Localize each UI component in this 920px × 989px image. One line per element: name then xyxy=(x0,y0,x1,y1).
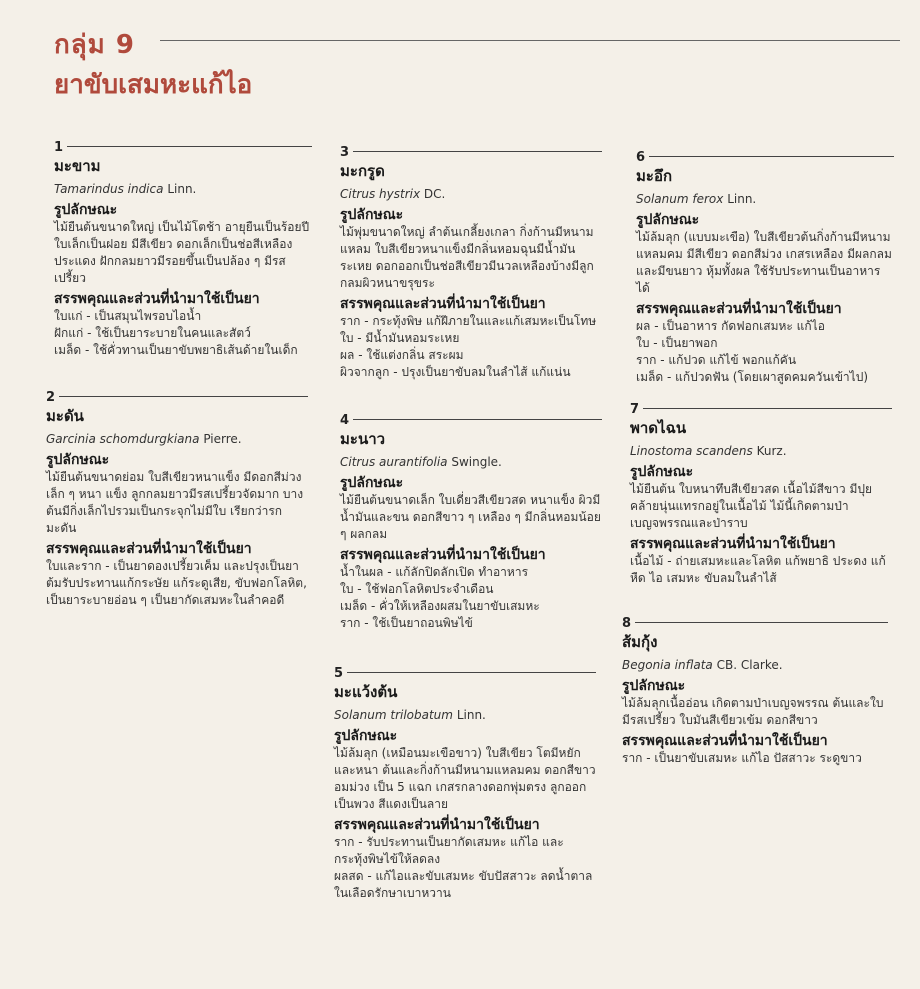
entry-number-row xyxy=(622,614,888,630)
group-label: กลุ่ม 9 xyxy=(54,30,135,60)
scientific-genus: Citrus aurantifolia xyxy=(340,455,448,469)
scientific-genus: Begonia inflata xyxy=(622,658,713,672)
use-line: ผล - เป็นอาหาร กัดฟอกเสมหะ แก้ไอ xyxy=(636,319,825,333)
herb-entry-2 xyxy=(46,388,308,609)
herb-entry-7 xyxy=(630,400,892,587)
scientific-name xyxy=(622,657,888,674)
use-line: ราก - แก้ปวด แก้ไข้ พอกแก้คัน xyxy=(636,353,797,367)
page-title: ยาขับเสมหะแก้ไอ xyxy=(54,70,253,100)
herb-name: มะนาว xyxy=(340,430,386,448)
description-text: ไม้ยืนต้นขนาดย่อม ใบสีเขียวหนาแข็ง มีดอกสีม่วงเล็ก ๆ หนา แข็ง ลูกกลมยาวมีรสเปรี้ยวจัดมาก บางต้นมีกิ่งเล็กไปรวมเป็นกระจุกไม่มีใบ เรียกว่ารกมะดัน xyxy=(46,470,304,535)
description-text: ไม้ยืนต้น ใบหนาทึบสีเขียวสด เนื้อไม้สีขาว มีปุยคล้ายนุ่นแทรกอยู่ในเนื้อไม้ ไม้นี้เกิดตามป่าเบญจพรรณและป่าราบ xyxy=(630,482,873,530)
scientific-author: DC. xyxy=(423,187,446,201)
description-text: ไม้พุ่มขนาดใหญ่ ลำต้นเกลี้ยงเกลา กิ่งก้านมีหนามแหลม ใบสีเขียวหนาแข็งมีกลิ่นหอมฉุนมีน้ำมันระเหย ดอกออกเป็นช่อสีเขียวมีนวลเหลืองบ้างมีลูกกลมผิวหนาขรุขระ xyxy=(340,225,594,290)
scientific-name xyxy=(46,431,308,448)
description-text: ไม้ยืนต้นขนาดใหญ่ เป็นไม้โตช้า อายุยืนเป็นร้อยปี ใบเล็กเป็นฝอย มีสีเขียว ดอกเล็กเป็นช่อสีเหลือง ประแดง ฝักกลมยาวมีรอยขึ้นเป็นปล้อง ๆ มีรสเปรี้ยว xyxy=(54,220,310,285)
scientific-name xyxy=(340,186,602,203)
entry-rule xyxy=(636,156,894,157)
entry-number: 5 xyxy=(334,666,347,681)
entry-rule xyxy=(340,151,602,152)
scientific-genus: Tamarindus indica xyxy=(54,182,164,196)
entry-number: 1 xyxy=(54,140,67,155)
use-line: ใบแก่ - เป็นสมุนไพรอบไอน้ำ xyxy=(54,309,202,323)
use-line: ผลสด - แก้ไอและขับเสมหะ ขับปัสสาวะ ลดน้ำตาลในเลือดรักษาเบาหวาน xyxy=(334,869,593,900)
entry-number: 6 xyxy=(636,150,649,165)
use-line: ผิวจากลูก - ปรุงเป็นยาขับลมในลำไส้ แก้แน่น xyxy=(340,365,571,379)
use-line: เมล็ด - แก้ปวดฟัน (โดยเผาสูดคมควันเข้าไป) xyxy=(636,370,869,384)
scientific-author: Kurz. xyxy=(756,444,787,458)
scientific-author: Swingle. xyxy=(451,455,502,469)
properties-heading: สรรพคุณและส่วนที่นำมาใช้เป็นยา xyxy=(54,291,260,307)
use-line: เนื้อไม้ - ถ่ายเสมหะและโลหิต แก้พยาธิ ประดง แก้หืด ไอ เสมหะ ขับลมในลำไส้ xyxy=(630,554,886,585)
scientific-name xyxy=(334,707,596,724)
scientific-author: Linn. xyxy=(727,192,757,206)
entry-number-row xyxy=(630,400,892,416)
description-text: ไม้ยืนต้นขนาดเล็ก ใบเดี่ยวสีเขียวสด หนาแข็ง ผิวมีน้ำมันและขน ดอกสีขาว ๆ เหลือง ๆ มีกลิ่นหอมน้อย ๆ ผลกลม xyxy=(340,493,601,541)
description-heading: รูปลักษณะ xyxy=(340,475,404,491)
description-heading: รูปลักษณะ xyxy=(630,464,694,480)
entry-number-row xyxy=(46,388,308,404)
herb-entry-8 xyxy=(622,614,888,767)
properties-heading: สรรพคุณและส่วนที่นำมาใช้เป็นยา xyxy=(46,541,252,557)
scientific-genus: Solanum trilobatum xyxy=(334,708,453,722)
herb-name: ส้มกุ้ง xyxy=(622,633,658,651)
entry-number: 2 xyxy=(46,390,59,405)
description-text: ไม้ล้มลุกเนื้ออ่อน เกิดตามป่าเบญจพรรณ ต้นและใบมีรสเปรี้ยว ใบมันสีเขียวเข้ม ดอกสีขาว xyxy=(622,696,884,727)
entry-number: 8 xyxy=(622,616,635,631)
use-line: ฝักแก่ - ใช้เป็นยาระบายในคนและสัตว์ xyxy=(54,326,251,340)
scientific-author: CB. Clarke. xyxy=(716,658,783,672)
scientific-name xyxy=(636,191,894,208)
use-line: ราก - กระทุ้งพิษ แก้ฝีภายในและแก้เสมหะเป็นโทษ xyxy=(340,314,597,328)
description-heading: รูปลักษณะ xyxy=(622,678,686,694)
description-heading: รูปลักษณะ xyxy=(636,212,700,228)
entry-rule xyxy=(54,146,312,147)
entry-number-row xyxy=(54,138,312,154)
scientific-genus: Citrus hystrix xyxy=(340,187,421,201)
use-line: เมล็ด - คั่วให้เหลืองผสมในยาขับเสมหะ xyxy=(340,599,540,613)
properties-heading: สรรพคุณและส่วนที่นำมาใช้เป็นยา xyxy=(340,296,546,312)
scientific-author: Pierre. xyxy=(203,432,242,446)
properties-heading: สรรพคุณและส่วนที่นำมาใช้เป็นยา xyxy=(340,547,546,563)
description-heading: รูปลักษณะ xyxy=(334,728,398,744)
herb-name: พาดไฉน xyxy=(630,419,687,437)
use-line: ใบและราก - เป็นยาดองเปรี้ยวเค็ม และปรุงเป็นยาต้มรับประทานแก้กระษัย แก้ระดูเสีย, ขับฟอกโลหิต, เป็นยาระบายอ่อน ๆ เป็นยากัดเสมหะในลำคอดี xyxy=(46,559,307,607)
herb-entry-4 xyxy=(340,411,602,632)
entry-number-row xyxy=(334,664,596,680)
herb-name: มะขาม xyxy=(54,157,101,175)
herb-entry-3 xyxy=(340,143,602,381)
scientific-name xyxy=(54,181,312,198)
entry-rule xyxy=(334,672,596,673)
herb-name: มะกรูด xyxy=(340,162,385,180)
description-text: ไม้ล้มลุก (เหมือนมะเขือขาว) ใบสีเขียว โตมีหยักและหนา ต้นและกิ่งก้านมีหนามแหลมคม ดอกสีขาวอมม่วง เป็น 5 แฉก เกสรกลางดอกพุ่มตรง ลูกออกเป็นพวง สีแดงเป็นลาย xyxy=(334,746,596,811)
properties-heading: สรรพคุณและส่วนที่นำมาใช้เป็นยา xyxy=(636,301,842,317)
description-heading: รูปลักษณะ xyxy=(46,452,110,468)
description-text: ไม้ล้มลุก (แบบมะเขือ) ใบสีเขียวต้นกิ่งก้านมีหนามแหลมคม มีสีเขียว ดอกสีม่วง เกสรเหลือง มีผลกลมและมีขนยาว หุ้มทั้งผล ใช้รับประทานเป็นอาหารได้ xyxy=(636,230,892,295)
herb-entry-1 xyxy=(54,138,312,359)
description-heading: รูปลักษณะ xyxy=(54,202,118,218)
scientific-name xyxy=(340,454,602,471)
scientific-name xyxy=(630,443,892,460)
entry-rule xyxy=(46,396,308,397)
herb-name: มะอึก xyxy=(636,167,673,185)
use-line: ผล - ใช้แต่งกลิ่น สระผม xyxy=(340,348,464,362)
entry-number: 4 xyxy=(340,413,353,428)
entry-number-row xyxy=(340,143,602,159)
description-heading: รูปลักษณะ xyxy=(340,207,404,223)
scientific-genus: Solanum ferox xyxy=(636,192,724,206)
herb-name: มะดัน xyxy=(46,407,84,425)
scientific-author: Linn. xyxy=(456,708,486,722)
herb-entry-5 xyxy=(334,664,596,902)
use-line: ราก - เป็นยาขับเสมหะ แก้ไอ ปัสสาวะ ระดูขาว xyxy=(622,751,862,765)
scientific-genus: Linostoma scandens xyxy=(630,444,753,458)
use-line: ราก - รับประทานเป็นยากัดเสมหะ แก้ไอ และกระทุ้งพิษไข้ให้ลดลง xyxy=(334,835,564,866)
herb-entry-6 xyxy=(636,148,894,386)
use-line: ราก - ใช้เป็นยาถอนพิษไข้ xyxy=(340,616,473,630)
properties-heading: สรรพคุณและส่วนที่นำมาใช้เป็นยา xyxy=(622,733,828,749)
use-line: ใบ - เป็นยาพอก xyxy=(636,336,718,350)
entry-number: 7 xyxy=(630,402,643,417)
use-line: เมล็ด - ใช้คั่วทานเป็นยาขับพยาธิเส้นด้ายในเด็ก xyxy=(54,343,298,357)
entry-number-row xyxy=(340,411,602,427)
scientific-genus: Garcinia schomdurgkiana xyxy=(46,432,200,446)
scientific-author: Linn. xyxy=(167,182,197,196)
entry-rule xyxy=(630,408,892,409)
header-rule xyxy=(160,40,900,41)
use-line: ใบ - มีน้ำมันหอมระเหย xyxy=(340,331,460,345)
use-line: ใบ - ใช้ฟอกโลหิตประจำเดือน xyxy=(340,582,494,596)
entry-number-row xyxy=(636,148,894,164)
herb-name: มะแว้งต้น xyxy=(334,683,398,701)
entry-rule xyxy=(340,419,602,420)
entry-number: 3 xyxy=(340,145,353,160)
properties-heading: สรรพคุณและส่วนที่นำมาใช้เป็นยา xyxy=(630,536,836,552)
entry-rule xyxy=(622,622,888,623)
properties-heading: สรรพคุณและส่วนที่นำมาใช้เป็นยา xyxy=(334,817,540,833)
use-line: น้ำในผล - แก้ลักปิดลักเปิด ทำอาหาร xyxy=(340,565,529,579)
